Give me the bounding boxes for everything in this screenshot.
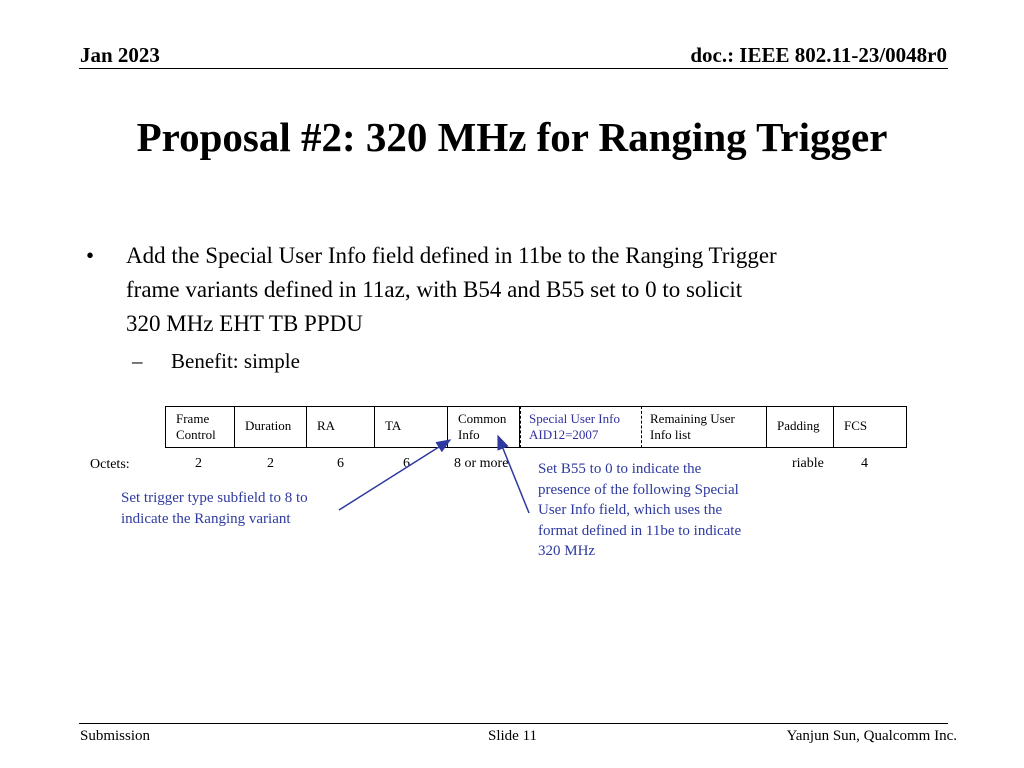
field-label: Info list	[650, 427, 691, 442]
field-label: Control	[176, 427, 216, 442]
field-label: Duration	[245, 418, 292, 433]
octets-label: Octets:	[90, 457, 130, 472]
octet-value: 6	[403, 456, 410, 471]
octet-value: 4	[861, 456, 868, 471]
bullet-line-1: Add the Special User Info field defined in 11be to the Ranging Trigger	[126, 243, 777, 268]
header-date: Jan 2023	[80, 43, 160, 67]
note-line: 320 MHz	[538, 543, 596, 559]
footer-slide-number: Slide 11	[488, 728, 538, 744]
bullet-line-3: 320 MHz EHT TB PPDU	[126, 311, 363, 336]
bullet-marker: •	[86, 243, 95, 268]
field-label: Remaining User	[650, 411, 735, 426]
note-line: User Info field, which uses the	[538, 502, 723, 518]
octet-value: 8 or more	[454, 456, 509, 471]
octet-value: 2	[195, 456, 202, 471]
sub-bullet-marker: –	[132, 349, 143, 373]
field-label: Special User Info	[529, 411, 620, 426]
field-label: FCS	[844, 418, 868, 433]
field-label: Info	[458, 427, 480, 442]
note-line: Set trigger type subfield to 8 to	[121, 490, 308, 506]
bullet-line-2: frame variants defined in 11az, with B54 and B55 set to 0 to solicit	[126, 277, 743, 302]
sub-bullet-text: Benefit: simple	[171, 349, 300, 373]
field-label: Padding	[777, 418, 820, 433]
slide-title: Proposal #2: 320 MHz for Ranging Trigger	[136, 114, 888, 160]
note-line: presence of the following Special	[538, 481, 739, 498]
note-line: format defined in 11be to indicate	[538, 522, 742, 539]
footer-rule	[79, 723, 948, 724]
octet-value: 2	[267, 456, 274, 471]
footer-author: Yanjun Sun, Qualcomm Inc.	[786, 728, 957, 744]
field-label: TA	[385, 418, 402, 433]
field-label: Frame	[176, 411, 210, 426]
field-label: RA	[317, 418, 336, 433]
header-doc-id: doc.: IEEE 802.11-23/0048r0	[690, 43, 947, 67]
note-line: Set B55 to 0 to indicate the	[538, 461, 702, 477]
footer-submission: Submission	[80, 728, 151, 744]
field-label: Common	[458, 411, 507, 426]
note-line: indicate the Ranging variant	[121, 510, 291, 527]
arrow-to-common-info	[339, 440, 450, 510]
octet-value: 6	[337, 456, 344, 471]
field-label: AID12=2007	[529, 427, 599, 442]
octet-value: riable	[792, 456, 824, 471]
arrow-to-special-user-info	[498, 436, 529, 513]
